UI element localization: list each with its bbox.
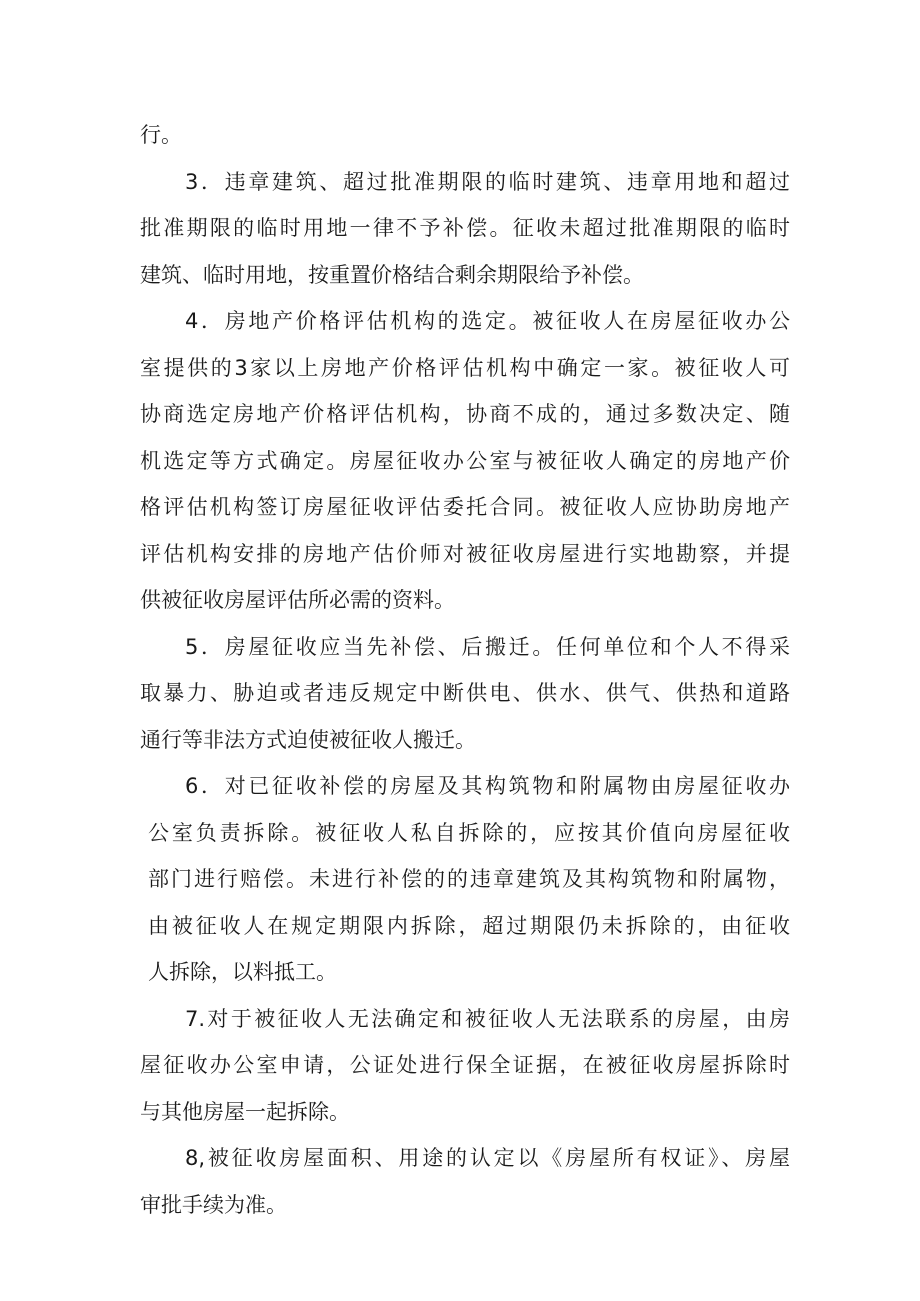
text-line: 批准期限的临时用地一律不予补偿。征收未超过批准期限的临时: [140, 216, 790, 240]
text-line: 供被征收房屋评估所必需的资料。: [140, 588, 455, 612]
text-line: 取暴力、胁迫或者违反规定中断供电、供水、供气、供热和道路: [140, 681, 790, 705]
text-line: 机选定等方式确定。房屋征收办公室与被征收人确定的房地产价: [140, 448, 790, 473]
text-line: 屋征收办公室申请，公证处进行保全证据，在被征收房屋拆除时: [140, 1053, 790, 1077]
text-line: 7.对于被征收人无法确定和被征收人无法联系的房屋，由房: [185, 1006, 790, 1031]
paragraph-item-7: [140, 996, 790, 1136]
paragraph-continuation: [140, 112, 790, 159]
paragraph-item-8: [140, 1135, 790, 1228]
document-body: [140, 112, 790, 1228]
text-line: 4．房地产价格评估机构的选定。被征收人在房屋征收办公: [185, 309, 790, 333]
text-line: 与其他房屋一起拆除。: [140, 1099, 350, 1124]
text-line: 由被征收人在规定期限内拆除，超过期限仍未拆除的，由征收: [148, 913, 790, 938]
text-line: 6．对已征收补偿的房屋及其构筑物和附属物由房屋征收办: [185, 774, 790, 798]
text-line: 格评估机构签订房屋征收评估委托合同。被征收人应协助房地产: [140, 495, 790, 519]
text-line: 3．违章建筑、超过批准期限的临时建筑、违章用地和超过: [185, 169, 790, 194]
text-line: 室提供的3家以上房地产价格评估机构中确定一家。被征收人可: [140, 355, 790, 380]
text-line: 行。: [140, 123, 182, 147]
paragraph-item-4: [140, 298, 790, 624]
text-line: 人拆除，以料抵工。: [148, 960, 337, 984]
text-line: 评估机构安排的房地产估价师对被征收房屋进行实地勘察，并提: [140, 541, 790, 566]
text-line: 部门进行赔偿。未进行补偿的的违章建筑及其构筑物和附属物，: [148, 867, 790, 891]
text-line: 审批手续为准。: [140, 1192, 287, 1217]
text-line: 8,被征收房屋面积、用途的认定以《房屋所有权证》、房屋: [185, 1146, 790, 1170]
paragraph-item-3: [140, 159, 790, 299]
text-line: 5．房屋征收应当先补偿、后搬迁。任何单位和个人不得采: [185, 634, 790, 659]
paragraph-item-6: [140, 763, 790, 996]
text-line: 建筑、临时用地，按重置价格结合剩余期限给予补偿。: [140, 262, 644, 287]
text-line: 通行等非法方式迫使被征收人搬迁。: [140, 727, 476, 752]
paragraph-item-5: [140, 624, 790, 764]
text-line: 协商选定房地产价格评估机构，协商不成的，通过多数决定、随: [140, 402, 790, 426]
text-line: 公室负责拆除。被征收人私自拆除的，应按其价值向房屋征收: [148, 820, 790, 845]
